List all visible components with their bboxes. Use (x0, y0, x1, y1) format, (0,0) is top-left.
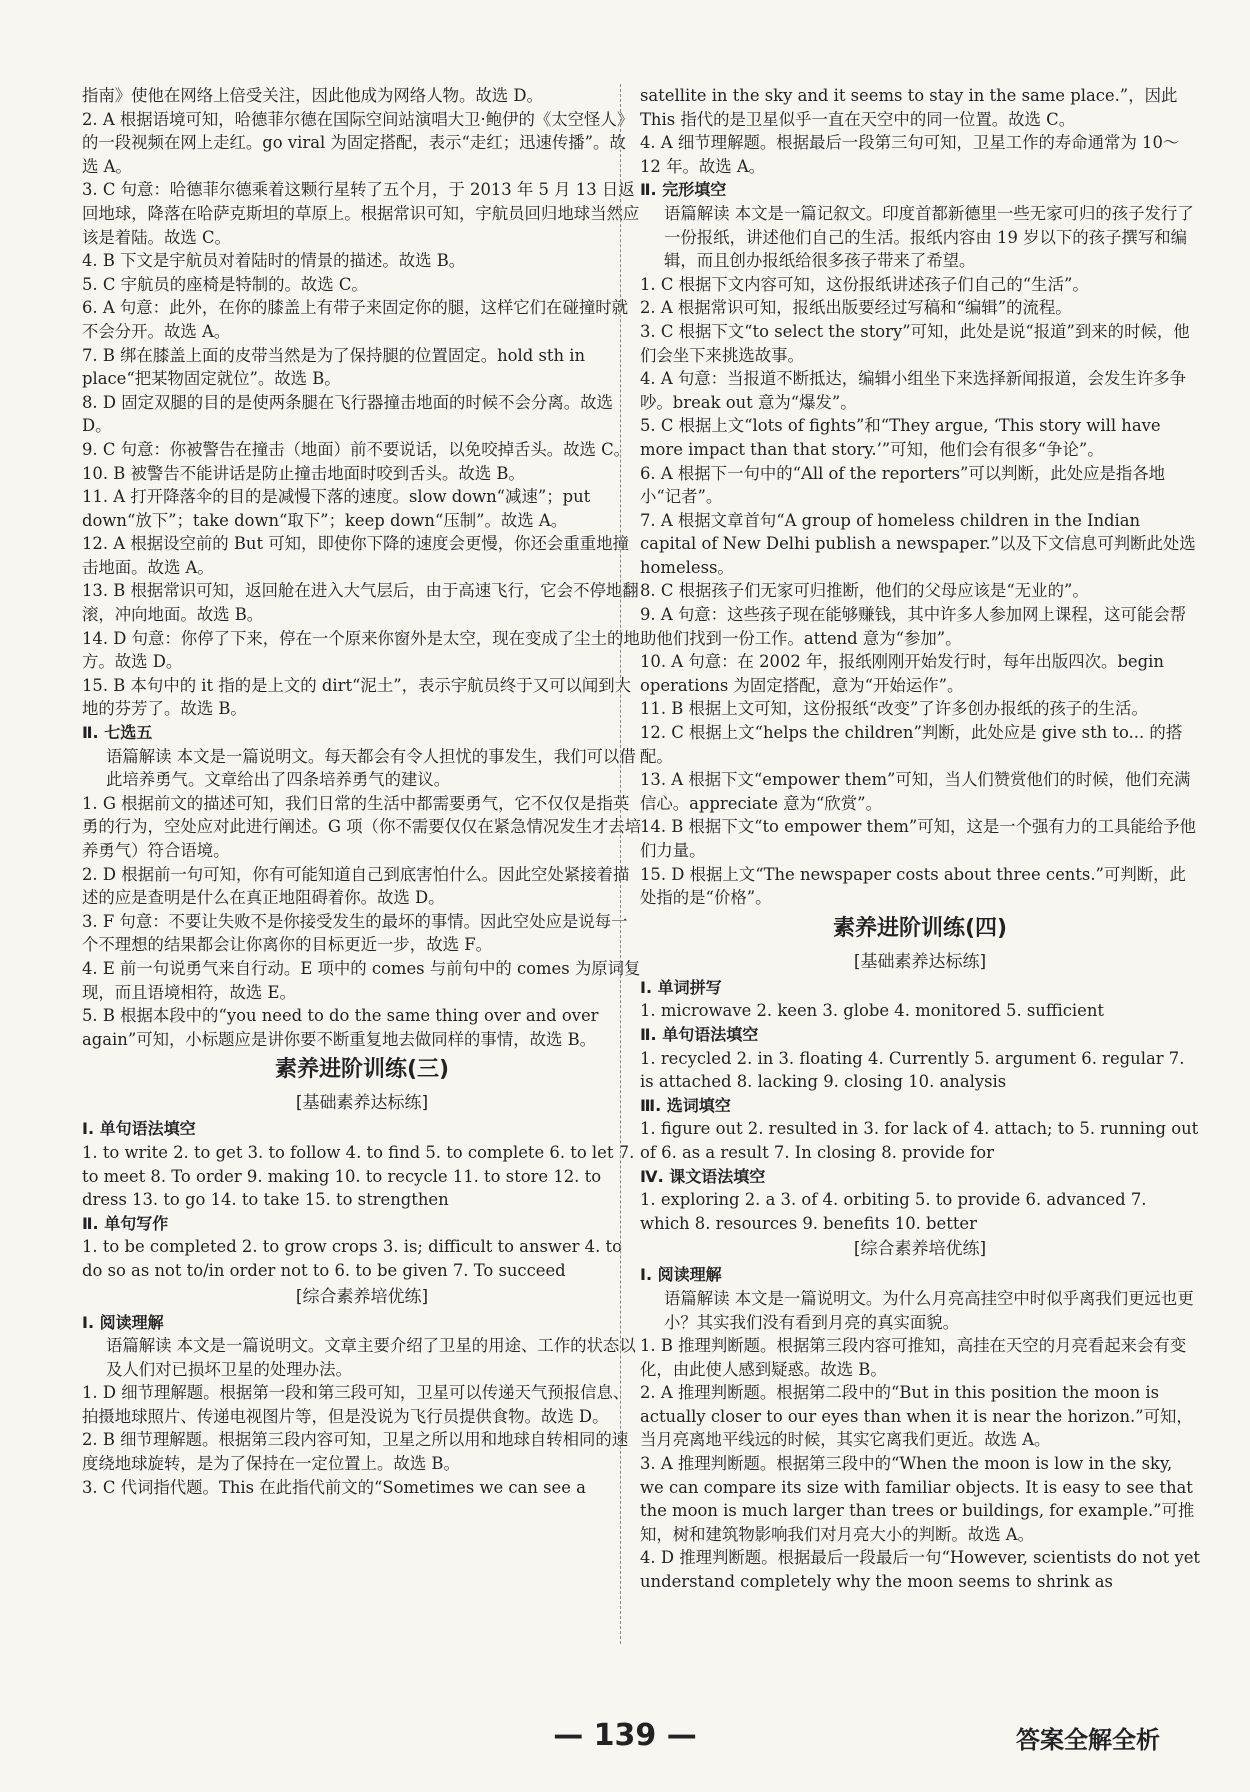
answer-paragraph: 8. C 根据孩子们无家可归推断，他们的父母应该是“无业的”。 (640, 581, 1089, 601)
section-heading: Ⅲ. 选词填空 (640, 1095, 731, 1115)
section-heading: Ⅱ. 七选五 (82, 723, 153, 743)
page-number: — 139 — (553, 1718, 697, 1753)
answer-paragraph: 7. A 根据文章首句“A group of homeless children in the Indian capital of New Delhi publish a newspaper.”以及下文信息可判断此处选 homeless。 (640, 510, 1196, 577)
answer-paragraph: 1. C 根据下文内容可知，这份报纸讲述孩子们自己的“生活”。 (640, 274, 1089, 294)
answer-paragraph: 5. C 宇航员的座椅是特制的。故选 C。 (82, 274, 368, 294)
answer-paragraph: 1. figure out 2. resulted in 3. for lack of 4. attach; to 5. running out of 6. as a result 7. In closing 8. provide for (640, 1119, 1199, 1162)
answer-paragraph: 15. D 根据上文“The newspaper costs about three cents.”可判断，此处指的是“价格”。 (640, 864, 1186, 908)
column-divider (620, 84, 621, 1644)
answer-paragraph: 11. A 打开降落伞的目的是减慢下落的速度。slow down“减速”；put down“放下”；take down“取下”；keep down“压制”。故选 A。 (82, 487, 591, 530)
section-heading: Ⅰ. 单词拼写 (640, 977, 722, 997)
section-heading: Ⅳ. 课文语法填空 (640, 1166, 766, 1186)
left-column (82, 84, 642, 1499)
answer-paragraph: 2. A 根据常识可知，报纸出版要经过写稿和“编辑”的流程。 (640, 298, 1072, 318)
answer-paragraph: 14. D 句意：你停了下来，停在一个原来你窗外是太空，现在变成了尘土的地方。故选 D。 (82, 628, 640, 672)
answer-paragraph: 3. A 推理判断题。根据第三段中的“When the moon is low in the sky, we can compare its size with familiar objects. It is easy to see that the moon is much larger than trees or buildings, for example.”可推知，树和建筑物影响我们对月亮大小的判断。故选 A。 (640, 1454, 1195, 1544)
answer-paragraph: 13. B 根据常识可知，返回舱在进入大气层后，由于高速飞行，它会不停地翻滚，冲向地面。故选 B。 (82, 581, 639, 625)
answer-paragraph: 12. A 根据设空前的 But 可知，即使你下降的速度会更慢，你还会重重地撞击地面。故选 A。 (82, 534, 629, 577)
answer-paragraph: 1. microwave 2. keen 3. globe 4. monitored 5. sufficient (640, 1001, 1105, 1021)
sub-title: [综合素养培优练] (295, 1286, 429, 1307)
answer-paragraph: 4. E 前一句说勇气来自行动。E 项中的 comes 与前句中的 comes 为原词复现，而且语境相符，故选 E。 (82, 958, 641, 1002)
answer-paragraph: 语篇解读 本文是一篇记叙文。印度首都新德里一些无家可归的孩子发行了一份报纸，讲述他们自己的生活。报纸内容由 19 岁以下的孩子撰写和编辑，而且创办报纸给很多孩子带来了希望。 (664, 203, 1194, 271)
footer-tag: 答案全解全析 (1016, 1726, 1160, 1754)
answer-paragraph: 3. C 根据下文“to select the story”可知，此处是说“报道”到来的时候，他们会坐下来挑选故事。 (640, 321, 1190, 365)
answer-paragraph: 指南》使他在网络上倍受关注，因此他成为网络人物。故选 D。 (82, 86, 543, 105)
answer-paragraph: 6. A 句意：此外，在你的膝盖上有带子来固定你的腿，这样它们在碰撞时就不会分开。故选 A。 (82, 298, 629, 341)
answer-paragraph: 8. D 固定双腿的目的是使两条腿在飞行器撞击地面的时候不会分离。故选 D。 (82, 392, 613, 436)
section-heading: Ⅰ. 单句语法填空 (82, 1119, 196, 1139)
answer-paragraph: 9. C 句意：你被警告在撞击（地面）前不要说话，以免咬掉舌头。故选 C。 (82, 439, 631, 459)
section-heading: Ⅰ. 阅读理解 (640, 1265, 722, 1285)
answer-paragraph: 1. to be completed 2. to grow crops 3. is; difficult to answer 4. to do so as not to/in order not to 6. to be given 7. To succeed (82, 1237, 622, 1280)
answer-paragraph: 1. G 根据前文的描述可知，我们日常的生活中都需要勇气，它不仅仅是指英勇的行为，空处应对此进行阐述。G 项（你不需要仅仅在紧急情况发生才去培养勇气）符合语境。 (82, 793, 642, 860)
answer-paragraph: 语篇解读 本文是一篇说明文。文章主要介绍了卫星的用途、工作的状态以及人们对已损坏卫星的处理办法。 (106, 1336, 636, 1379)
answer-paragraph: 4. D 推理判断题。根据最后一段最后一句“However, scientists do not yet understand completely why the moon seems to shrink as (640, 1548, 1201, 1592)
chapter-title: 素养进阶训练(四) (832, 915, 1008, 941)
answer-paragraph: 10. A 句意：在 2002 年，报纸刚刚开始发行时，每年出版四次。begin operations 为固定搭配，意为“开始运作”。 (640, 652, 1164, 695)
answer-paragraph: 4. B 下文是宇航员对着陆时的情景的描述。故选 B。 (82, 251, 466, 271)
answer-paragraph: 2. D 根据前一句可知，你有可能知道自己到底害怕什么。因此空处紧接着描述的应是查明是什么在真正地阻碍着你。故选 D。 (82, 864, 630, 908)
answer-paragraph: 6. A 根据下一句中的“All of the reporters”可以判断，此处应是指各地小“记者”。 (640, 463, 1166, 507)
answer-paragraph: 5. C 根据上文“lots of fights”和“They argue, ‘This story will have more impact than that story.’”可知，他们会有很多“争论”。 (640, 416, 1161, 459)
chapter-title: 素养进阶训练(三) (274, 1057, 450, 1083)
answer-paragraph: 14. B 根据下文“to empower them”可知，这是一个强有力的工具能给予他们力量。 (640, 817, 1196, 860)
answer-paragraph: 13. A 根据下文“empower them”可知，当人们赞赏他们的时候，他们充满信心。appreciate 意为“欣赏”。 (640, 770, 1191, 813)
answer-paragraph: 11. B 根据上文可知，这份报纸“改变”了许多创办报纸的孩子的生活。 (640, 699, 1148, 719)
answer-paragraph: 1. recycled 2. in 3. floating 4. Currently 5. argument 6. regular 7. is attached 8. lacking 9. closing 10. analysis (640, 1048, 1185, 1092)
answer-paragraph: 2. B 细节理解题。根据第三段内容可知，卫星之所以用和地球自转相同的速度绕地球旋转，是为了保持在一定位置上。故选 B。 (82, 1430, 629, 1474)
answer-paragraph: 1. D 细节理解题。根据第一段和第三段可知，卫星可以传递天气预报信息、拍摄地球照片、传递电视图片等，但是没说为飞行员提供食物。故选 D。 (82, 1383, 630, 1426)
answer-paragraph: 3. F 句意：不要让失败不是你接受发生的最坏的事情。因此空处应是说每一个不理想的结果都会让你离你的目标更近一步，故选 F。 (82, 911, 628, 955)
section-heading: Ⅱ. 单句语法填空 (640, 1024, 759, 1044)
answer-paragraph: 4. A 句意：当报道不断抵达，编辑小组坐下来选择新闻报道，会发生许多争吵。break out 意为“爆发”。 (640, 369, 1187, 412)
answer-paragraph: 12. C 根据上文“helps the children”判断，此处应是 give sth to... 的搭配。 (640, 723, 1183, 766)
answer-paragraph: 4. A 细节理解题。根据最后一段第三句可知，卫星工作的寿命通常为 10～12 年。故选 A。 (640, 133, 1180, 176)
answer-paragraph: 15. B 本句中的 it 指的是上文的 dirt“泥土”，表示宇航员终于又可以闻到大地的芬芳了。故选 B。 (82, 675, 632, 719)
answer-paragraph: 语篇解读 本文是一篇说明文。为什么月亮高挂空中时似乎离我们更远也更小？其实我们没有看到月亮的真实面貌。 (664, 1288, 1194, 1332)
answer-paragraph: 2. A 推理判断题。根据第二段中的“But in this position the moon is actually closer to our eyes than when it is near the horizon.”可知，当月亮离地平线远的时候，其实它离我们更近。故选 A。 (640, 1383, 1193, 1450)
answer-paragraph: 9. A 句意：这些孩子现在能够赚钱，其中许多人参加网上课程，这可能会帮助他们找到一份工作。attend 意为“参加”。 (640, 605, 1187, 648)
sub-title: [基础素养达标练] (853, 951, 987, 972)
section-heading: Ⅰ. 阅读理解 (82, 1312, 164, 1332)
sub-title: [基础素养达标练] (295, 1093, 429, 1114)
answer-paragraph: 1. to write 2. to get 3. to follow 4. to find 5. to complete 6. to let 7. to meet 8. To order 9. making 10. to recycle 11. to store 12. to dress 13. to go 14. to take 15. to strengthen (82, 1142, 635, 1210)
answer-paragraph: 7. B 绑在膝盖上面的皮带当然是为了保持腿的位置固定。hold sth in place“把某物固定就位”。故选 B。 (82, 345, 586, 389)
answer-paragraph: 1. exploring 2. a 3. of 4. orbiting 5. to provide 6. advanced 7. which 8. resources 9. benefits 10. better (640, 1190, 1147, 1233)
sub-title: [综合素养培优练] (853, 1239, 987, 1260)
answer-paragraph: satellite in the sky and it seems to stay in the same place.”，因此 This 指代的是卫星似乎一直在天空中的同一位置。故选 C。 (640, 86, 1178, 129)
answer-paragraph: 语篇解读 本文是一篇说明文。每天都会有令人担忧的事发生，我们可以借此培养勇气。文章给出了四条培养勇气的建议。 (106, 746, 636, 790)
section-heading: Ⅱ. 单句写作 (82, 1213, 169, 1233)
answer-paragraph: 10. B 被警告不能讲话是防止撞击地面时咬到舌头。故选 B。 (82, 463, 525, 483)
section-heading: Ⅱ. 完形填空 (640, 180, 727, 200)
answer-paragraph: 2. A 根据语境可知，哈德菲尔德在国际空间站演唱大卫·鲍伊的《太空怪人》的一段视频在网上走红。go viral 为固定搭配，表示“走红；迅速传播”。故选 A。 (82, 109, 634, 176)
answer-paragraph: 3. C 代词指代题。This 在此指代前文的“Sometimes we can see a (82, 1477, 586, 1497)
answer-paragraph: 3. C 句意：哈德菲尔德乘着这颗行星转了五个月，于 2013 年 5 月 13 日返回地球，降落在哈萨克斯坦的草原上。根据常识可知，宇航员回归地球当然应该是着陆。故选 C。 (82, 180, 640, 247)
answer-paragraph: 1. B 推理判断题。根据第三段内容可推知，高挂在天空的月亮看起来会有变化，由此使人感到疑惑。故选 B。 (640, 1336, 1187, 1379)
answer-paragraph: 5. B 根据本段中的“you need to do the same thing over and over again”可知，小标题应是讲你要不断重复地去做同样的事情，故选 B。 (82, 1006, 599, 1049)
right-column (640, 84, 1200, 1594)
